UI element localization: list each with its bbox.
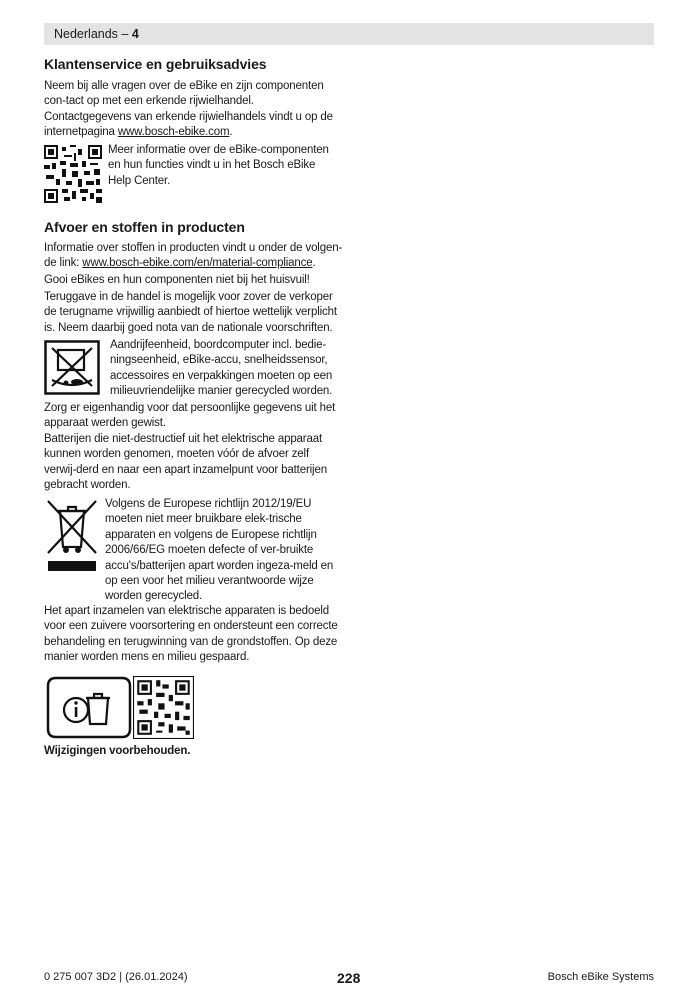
bosch-ebike-link[interactable]: www.bosch-ebike.com (117, 126, 230, 139)
footer-brand: Bosch eBike Systems (547, 971, 654, 983)
material-compliance-link[interactable]: www.bosch-ebike.com/en/material-compliance (82, 257, 313, 270)
section-title-disposal: Afvoer en stoffen in producten (44, 219, 245, 235)
separate-collection-text: Het apart inzamelen van elektrische apparaten is bedoeld voor een zuivere voorsortering en ondersteunt een correcte behandeling en terugwinning van de grondstoffen. Op deze manier worden mens en milieu gespaard. (44, 605, 338, 664)
substances-info-text: Informatie over stoffen in producten vindt u onder de volgen- de link: www.bosch-ebike.com/en/material-compliance. (44, 242, 343, 270)
header-page-number: 4 (131, 27, 139, 41)
customer-service-text: Neem bij alle vragen over de eBike en zijn componenten con-tact op met een erkende rijwielhandel. (44, 80, 324, 108)
battery-removal-text: Batterijen die niet-destructief uit het elektrische apparaat kunnen worden genomen, moeten vóór de afvoer zelf verwij-derd en naar een apart inzamelpunt voor batterijen gebracht worden. (44, 433, 327, 492)
components-recycling-text: Aandrijfeenheid, boordcomputer incl. bedie-ningseenheid, eBike-accu, snelheidssensor, accessoires en verpakkingen moeten op een milieuvriendelijke manier gerecycled worden. (110, 339, 333, 398)
return-to-dealer-text: Teruggave in de handel is mogelijk voor zover de verkoper de terugname vrijwillig aanbiedt of hiertoe wettelijk verplicht is. Neem daarbij goed nota van de nationale voorschriften. (44, 291, 337, 334)
page-header: Nederlands – 4 (44, 23, 654, 45)
qr-code-recycling-icon[interactable] (133, 676, 194, 739)
qr-code-icon[interactable] (44, 145, 102, 203)
recycling-info-icon (46, 676, 132, 739)
dealer-contact-text: Contactgegevens van erkende rijwielhandels vindt u op de internetpagina www.bosch-ebike.com. (44, 111, 333, 139)
changes-reserved-text: Wijzigingen voorbehouden. (44, 745, 191, 757)
section-title-customer-service: Klantenservice en gebruiksadvies (44, 56, 267, 72)
footer-document-id: 0 275 007 3D2 | (26.01.2024) (44, 971, 188, 983)
eu-directive-text: Volgens de Europese richtlijn 2012/19/EU moeten niet meer bruikbare elek-trische apparaten en volgens de Europese richtlijn 2006/66/EG moeten defecte of ver-bruikte accu's/batterijen apart worden ingeza-meld en op een voor het milieu verantwoorde wijze worden gerecycled. (105, 498, 334, 603)
footer-page-number: 228 (337, 970, 361, 986)
help-center-text: Meer informatie over de eBike-componenten en hun functies vindt u in het Bosch eBike Help Center. (108, 144, 329, 187)
no-household-disposal-icon (44, 340, 100, 395)
no-household-waste-text: Gooi eBikes en hun componenten niet bij het huisvuil! (44, 274, 310, 286)
personal-data-text: Zorg er eigenhandig voor dat persoonlijke gegevens uit het apparaat werden gewist. (44, 402, 336, 430)
crossed-out-bin-icon (44, 497, 100, 575)
header-language: Nederlands (54, 27, 118, 41)
